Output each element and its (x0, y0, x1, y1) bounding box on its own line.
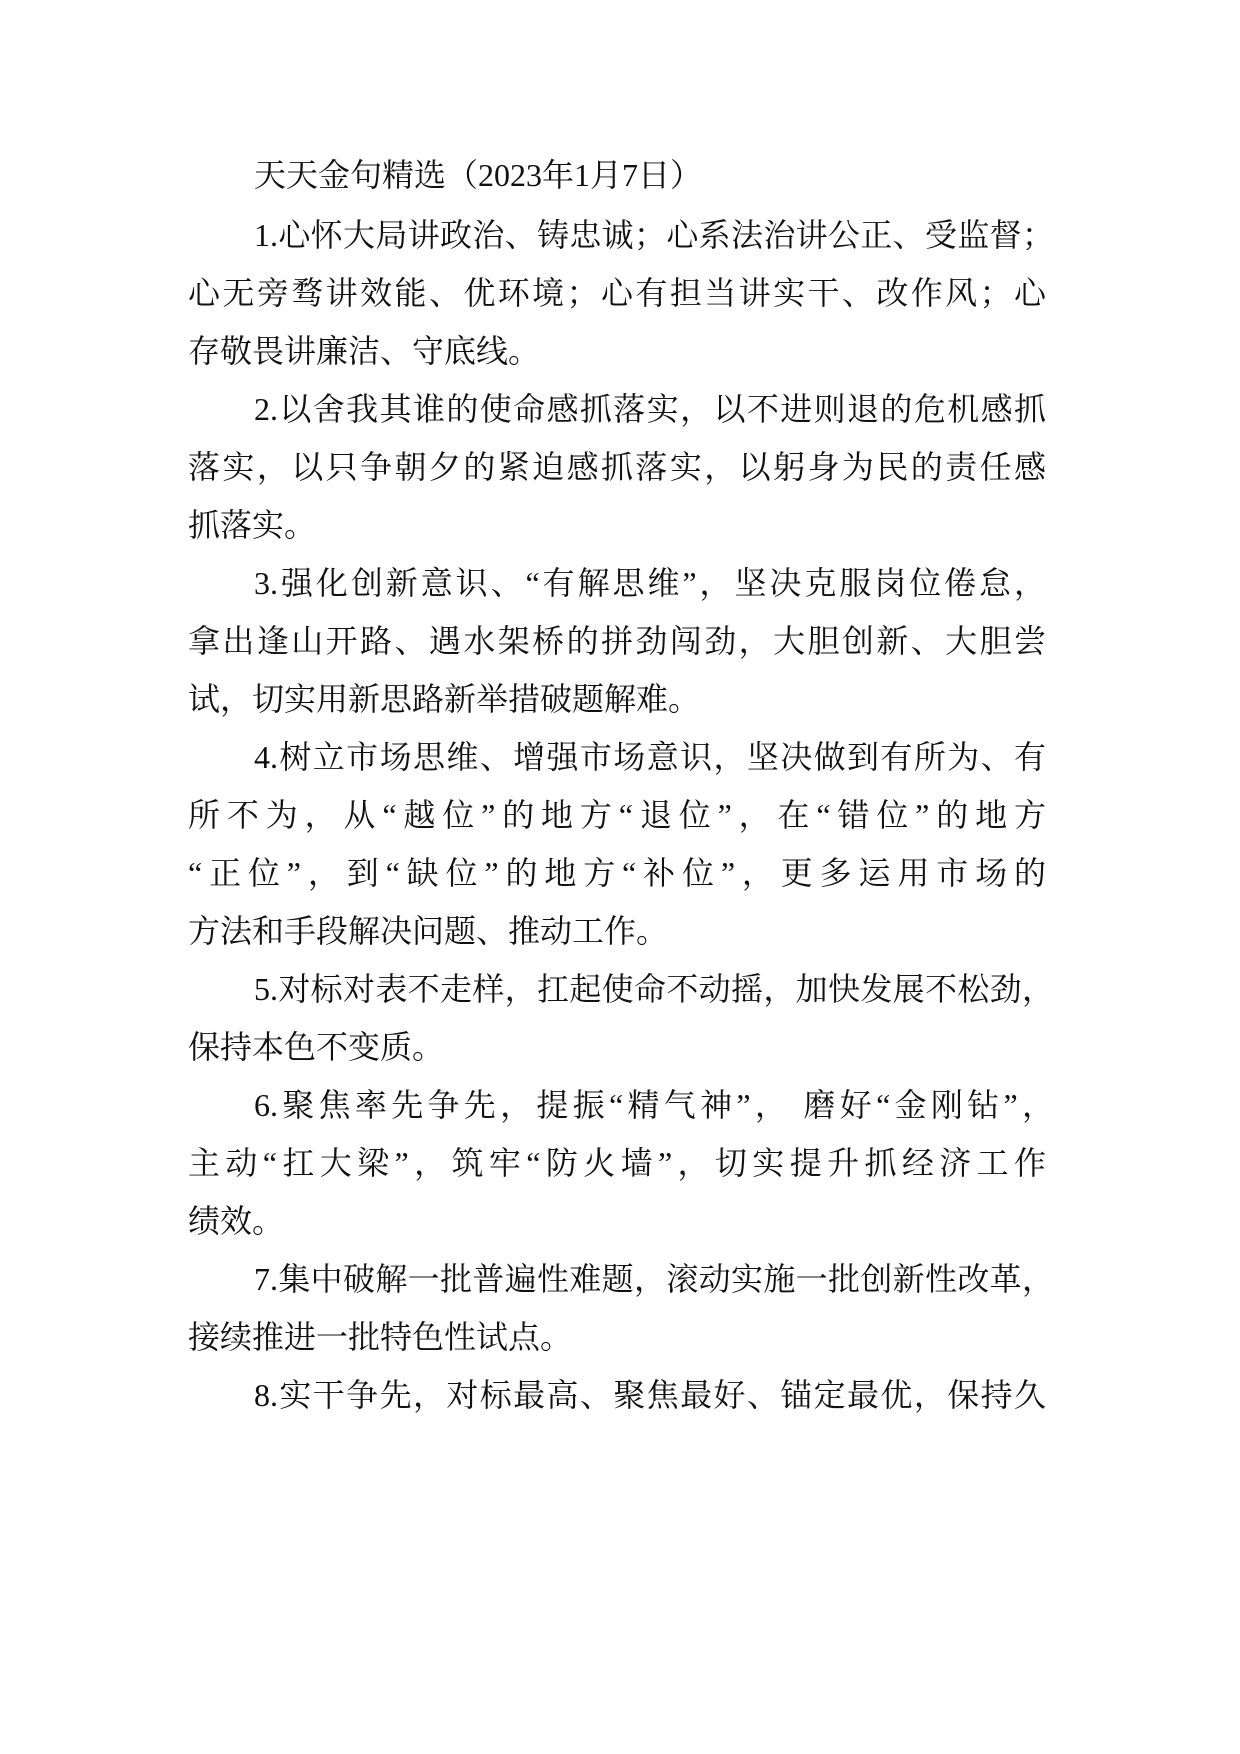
paragraph-7-line-2: 接续推进一批特色性试点。 (188, 1319, 573, 1355)
paragraph-1-line-2: 心无旁骛讲效能、优环境；心有担当讲实干、改作风；心 (188, 275, 1046, 311)
paragraph-4-line-2: 所不为，从“越位”的地方“退位”，在“错位”的地方 (188, 797, 1046, 833)
paragraph-3-line-2: 拿出逢山开路、遇水架桥的拼劲闯劲，大胆创新、大胆尝 (188, 623, 1046, 659)
paragraph-7-line-1: 7.集中破解一批普遍性难题，滚动实施一批创新性改革， (254, 1261, 1054, 1297)
paragraph-3-line-1: 3.强化创新意识、“有解思维”，坚决克服岗位倦怠， (254, 565, 1046, 601)
paragraph-2-line-3: 抓落实。 (188, 507, 317, 543)
paragraph-8-line-1: 8.实干争先，对标最高、聚焦最好、锚定最优，保持久 (254, 1377, 1046, 1413)
paragraph-5-line-1: 5.对标对表不走样，扛起使命不动摇，加快发展不松劲， (254, 971, 1054, 1007)
paragraph-5-line-2: 保持本色不变质。 (188, 1029, 445, 1065)
paragraph-2-line-2: 落实，以只争朝夕的紧迫感抓落实，以躬身为民的责任感 (188, 449, 1046, 485)
paragraph-4-line-3: “正位”，到“缺位”的地方“补位”，更多运用市场的 (188, 855, 1046, 891)
paragraph-4-line-4: 方法和手段解决问题、推动工作。 (188, 913, 669, 949)
paragraph-6-line-1: 6.聚焦率先争先，提振“精气神”， 磨好“金刚钻”， (254, 1087, 1054, 1123)
document-title: 天天金句精选（2023年1月7日） (254, 157, 703, 193)
paragraph-3-line-3: 试，切实用新思路新举措破题解难。 (188, 681, 701, 717)
paragraph-6-line-2: 主动“扛大梁”，筑牢“防火墙”，切实提升抓经济工作 (188, 1145, 1046, 1181)
paragraph-6-line-3: 绩效。 (188, 1203, 285, 1239)
paragraph-1-line-1: 1.心怀大局讲政治、铸忠诚；心系法治讲公正、受监督； (254, 217, 1054, 253)
paragraph-2-line-1: 2.以舍我其谁的使命感抓落实，以不进则退的危机感抓 (254, 391, 1046, 427)
paragraph-4-line-1: 4.树立市场思维、增强市场意识，坚决做到有所为、有 (254, 739, 1046, 775)
paragraph-1-line-3: 存敬畏讲廉洁、守底线。 (188, 333, 541, 369)
